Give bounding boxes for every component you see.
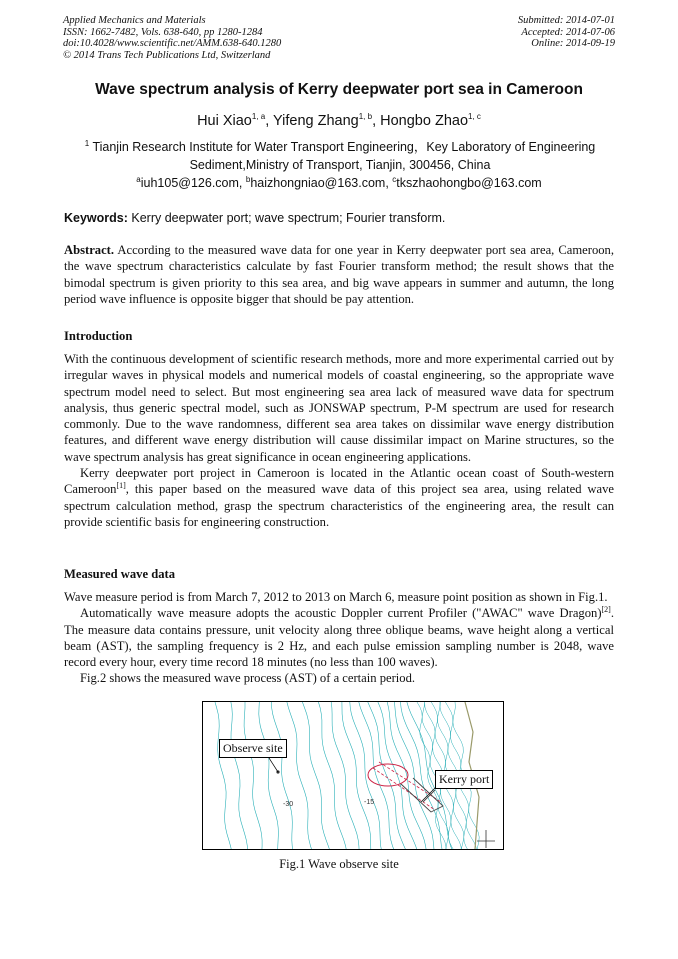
introduction-paragraph-1: With the continuous development of scientific research methods, more and more experimental carried out by irregular waves in physical models and numerical models of coastal engineering, so the appropriate wave spectrum model need to select. But most engineering sea area lack of measured wave data for spectrum analysis, thus generic spectral model, such as JONSWAP spectrum, P-M spectrum are used for research commonly. Due to the wave randomness, different sea area takes on dissimilar wave energy distribution features, and different wave energy distribution will cause dissimilar impact on Marine structures, so the wave spectrum analysis has great significance in ocean engineering applications.: [64, 352, 614, 464]
measured-paragraph-1: Wave measure period is from March 7, 2012 to 2013 on March 6, measure point position as shown in Fig.1.: [64, 590, 608, 604]
email-list: [0, 176, 678, 190]
depth-contour-line: [271, 702, 293, 849]
depth-contour-line: [387, 702, 426, 849]
measured-heading: Measured wave data: [64, 567, 176, 581]
journal-doi: doi:10.4028/www.scientific.net/AMM.638-640.1280: [63, 38, 282, 50]
journal-copyright: © 2014 Trans Tech Publications Ltd, Switzerland: [63, 49, 271, 61]
turning-basin: [368, 764, 408, 786]
introduction-heading: Introduction: [64, 329, 133, 343]
depth-contour-line: [378, 702, 418, 849]
submitted-date: Submitted: 2014-07-01: [517, 15, 615, 26]
author-name: Yifeng Zhang: [273, 113, 359, 129]
paper-title: Wave spectrum analysis of Kerry deepwater port sea in Cameroon: [95, 81, 583, 98]
keywords: [64, 211, 445, 225]
journal-info: [63, 15, 281, 61]
citation-ref: [2]: [601, 605, 611, 615]
measured-body: [64, 589, 614, 687]
measured-paragraph-3: Fig.2 shows the measured wave process (AST) of a certain period.: [80, 671, 416, 686]
email-address: iuh105@126.com: [140, 176, 239, 190]
accepted-date: Accepted: 2014-07-06: [521, 26, 615, 38]
affiliation: [70, 138, 610, 174]
callout-observe-site: Observe site: [219, 739, 287, 758]
author-name: Hongbo Zhao: [380, 113, 469, 129]
journal-name: Applied Mechanics and Materials: [63, 15, 206, 26]
email-address: haizhongniao@163.com: [250, 176, 386, 190]
depth-contour-line: [231, 702, 248, 849]
depth-contour-line: [342, 702, 371, 849]
callout-kerry-port: Kerry port: [435, 770, 493, 789]
email-address: tkszhaohongbo@163.com: [396, 176, 542, 190]
email-sup: a: [136, 174, 141, 184]
author-affil-sup: 1, c: [468, 112, 481, 122]
depth-label-30: -30: [283, 801, 294, 808]
author-sep: ,: [372, 113, 381, 129]
submission-dates: [518, 15, 615, 50]
depth-contour-line: [244, 702, 262, 849]
keywords-text: Kerry deepwater port; wave spectrum; Fourier transform.: [127, 211, 446, 225]
email-sep: ,: [385, 176, 393, 190]
journal-issn: ISSN: 1662-7482, Vols. 638-640, pp 1280-1284: [63, 26, 263, 38]
author-name: Hui Xiao: [197, 113, 252, 129]
abstract-text: According to the measured wave data for one year in Kerry deepwater port sea area, Cameroon, the wave spectrum characteristics calculate by fast Fourier transform method; the result shows that the bimodal spectrum is given priority to this sea area, and big wave appears in summer and autumn, the long period wave influence is opposite bigger that should be pay attention.: [64, 243, 614, 306]
abstract-label: Abstract.: [64, 243, 115, 257]
crosshair-marker: [477, 830, 495, 848]
author-sep: ,: [265, 113, 274, 129]
figure-caption: Fig.1 Wave observe site: [279, 857, 399, 871]
paragraph-text: , this paper based on the measured wave data of this project sea area, using related wave spectrum calculation method, grasp the spectrum characteristics of the engineering area, the result can provide scientific basis for engineering construction.: [64, 482, 614, 529]
author-affil-sup: 1, b: [358, 112, 373, 122]
depth-contour-line: [368, 702, 407, 849]
depth-label-15: -15: [364, 799, 375, 806]
email-sup: c: [392, 174, 397, 184]
author-list: [0, 113, 678, 129]
email-sep: ,: [238, 176, 246, 190]
citation-ref: [1]: [116, 481, 126, 491]
paragraph-text: Automatically wave measure adopts the acoustic Doppler current Profiler ("AWAC" wave Dragon): [80, 606, 602, 621]
affiliation-sup: 1: [84, 138, 90, 148]
paragraph-text: Kerry deepwater port project in Cameroon is located in the Atlantic ocean coast of South-western Cameroon: [64, 466, 614, 497]
author-affil-sup: 1, a: [251, 112, 266, 122]
figure-wave-observe-site: [202, 701, 504, 850]
abstract: [64, 242, 614, 307]
paragraph-text: . The measure data contains pressure, unit velocity along three oblique beams, wave height along a vertical beam (AST), the sampling frequency is 2 Hz, and each pulse emission sampling number is 2048, wave record every hour, every time record 18 minutes (no less than 100 waves).: [64, 606, 614, 670]
email-sup: b: [245, 174, 251, 184]
depth-contour-line: [302, 702, 330, 849]
introduction-body: [64, 351, 614, 530]
measured-paragraph-2: [64, 605, 614, 670]
introduction-paragraph-2: [64, 465, 614, 530]
keywords-label: Keywords:: [64, 211, 128, 225]
affiliation-line-2: Sediment,Ministry of Transport, Tianjin, 300456, China: [189, 158, 491, 172]
online-date: Online: 2014-09-19: [531, 38, 615, 50]
depth-contour-line: [215, 702, 232, 849]
observe-callout-pointer: [269, 758, 278, 772]
affiliation-line-1: Tianjin Research Institute for Water Transport Engineering，Key Laboratory of Engineering: [92, 140, 596, 154]
